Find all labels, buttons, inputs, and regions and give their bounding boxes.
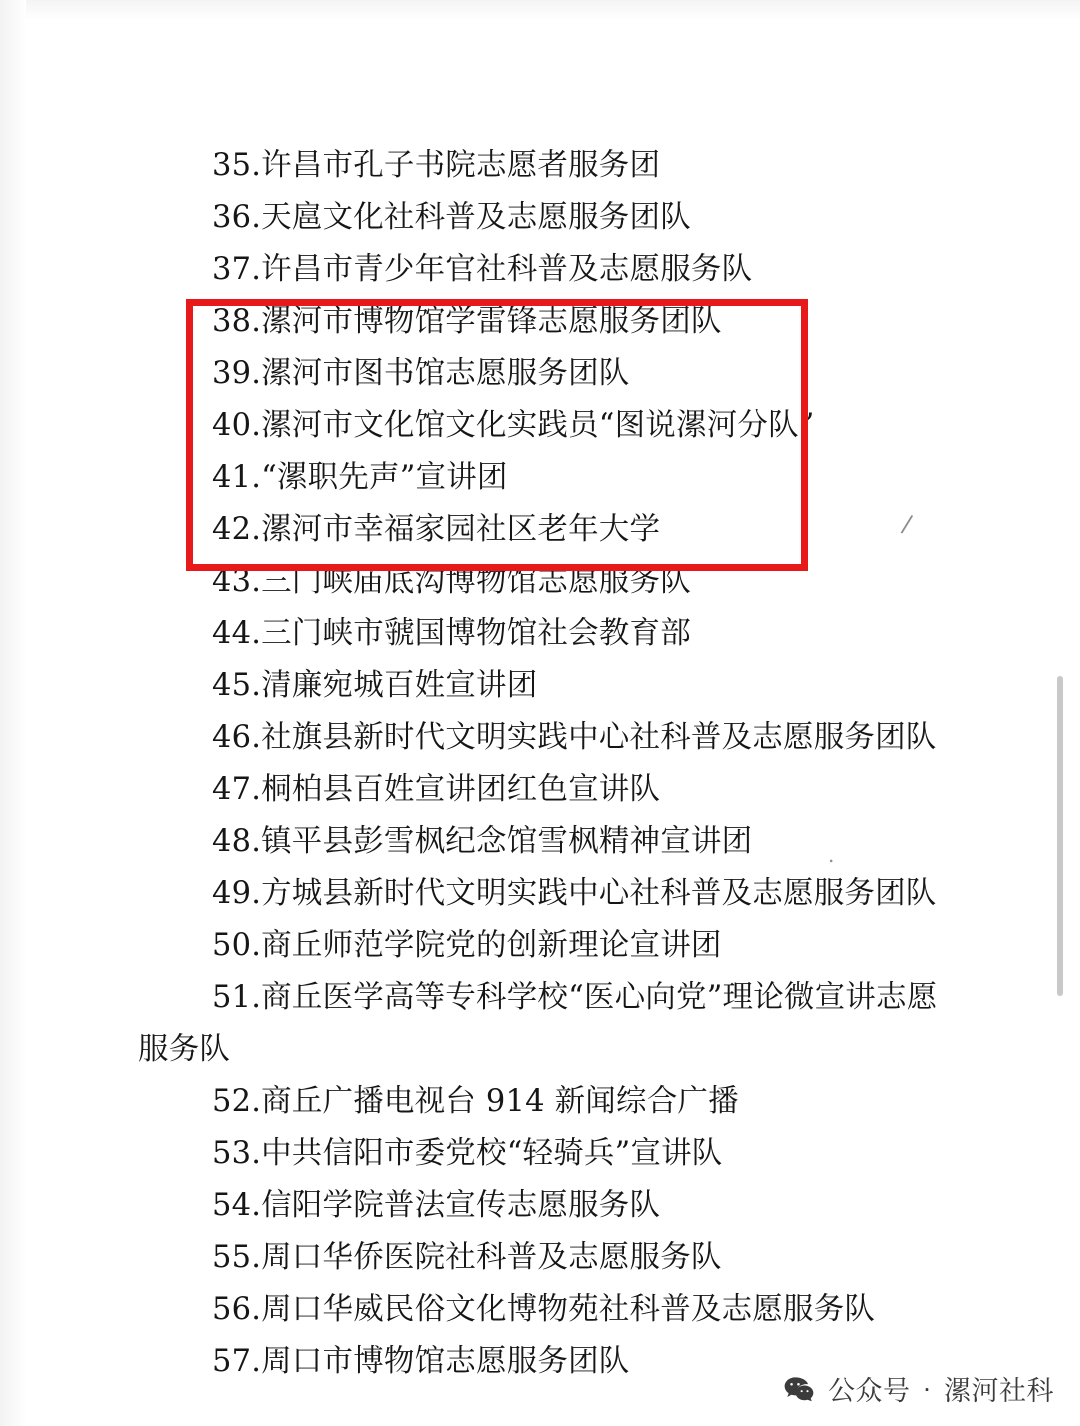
watermark-separator: ·	[922, 1373, 932, 1403]
list-item: 44.三门峡市虢国博物馆社会教育部	[212, 616, 691, 651]
list-item: 49.方城县新时代文明实践中心社科普及志愿服务团队	[212, 876, 937, 911]
list-item: 52.商丘广播电视台 914 新闻综合广播	[212, 1084, 739, 1119]
list-item: 39.漯河市图书馆志愿服务团队	[212, 356, 630, 391]
list-item: 38.漯河市博物馆学雷锋志愿服务团队	[212, 304, 722, 339]
list-item: 41.“漯职先声”宣讲团	[212, 460, 508, 495]
list-item: 53.中共信阳市委党校“轻骑兵”宣讲队	[212, 1136, 723, 1171]
watermark-label: 公众号	[828, 1376, 911, 1406]
page-top-shading	[0, 0, 1080, 20]
list-item: 47.桐柏县百姓宣讲团红色宣讲队	[212, 772, 661, 807]
list-item: 42.漯河市幸福家园社区老年大学	[212, 512, 661, 547]
list-item: 35.许昌市孔子书院志愿者服务团	[212, 148, 661, 183]
list-item: 56.周口华威民俗文化博物苑社科普及志愿服务队	[212, 1292, 876, 1327]
watermark-account: 漯河社科	[944, 1376, 1054, 1406]
list-item: 48.镇平县彭雪枫纪念馆雪枫精神宣讲团	[212, 824, 753, 859]
list-item: 54.信阳学院普法宣传志愿服务队	[212, 1188, 661, 1223]
list-item: 55.周口华侨医院社科普及志愿服务队	[212, 1240, 722, 1275]
wechat-icon	[782, 1372, 816, 1406]
list-item: 57.周口市博物馆志愿服务团队	[212, 1344, 630, 1379]
scan-artifact-dot: .	[828, 843, 835, 867]
scrollbar-track[interactable]	[1064, 0, 1072, 1426]
list-item: 45.清廉宛城百姓宣讲团	[212, 668, 538, 703]
scan-artifact-slash: /	[899, 509, 915, 539]
watermark	[782, 1369, 1054, 1408]
document-text-body	[138, 140, 938, 1388]
list-item: 37.许昌市青少年官社科普及志愿服务队	[212, 252, 753, 287]
list-item: 46.社旗县新时代文明实践中心社科普及志愿服务团队	[212, 720, 937, 755]
list-item: 40.漯河市文化馆文化实践员“图说漯河分队”	[212, 408, 815, 443]
scrollbar-thumb[interactable]	[1057, 676, 1063, 996]
list-item-continuation: 服务队	[138, 1032, 231, 1067]
list-item: 43.三门峡庙底沟博物馆志愿服务队	[212, 564, 691, 599]
list-item: 50.商丘师范学院党的创新理论宣讲团	[212, 928, 722, 963]
list-item: 51.商丘医学高等专科学校“医心向党”理论微宣讲志愿	[212, 980, 938, 1015]
page-left-shading	[0, 0, 26, 1426]
list-item: 36.天扈文化社科普及志愿服务团队	[212, 200, 691, 235]
